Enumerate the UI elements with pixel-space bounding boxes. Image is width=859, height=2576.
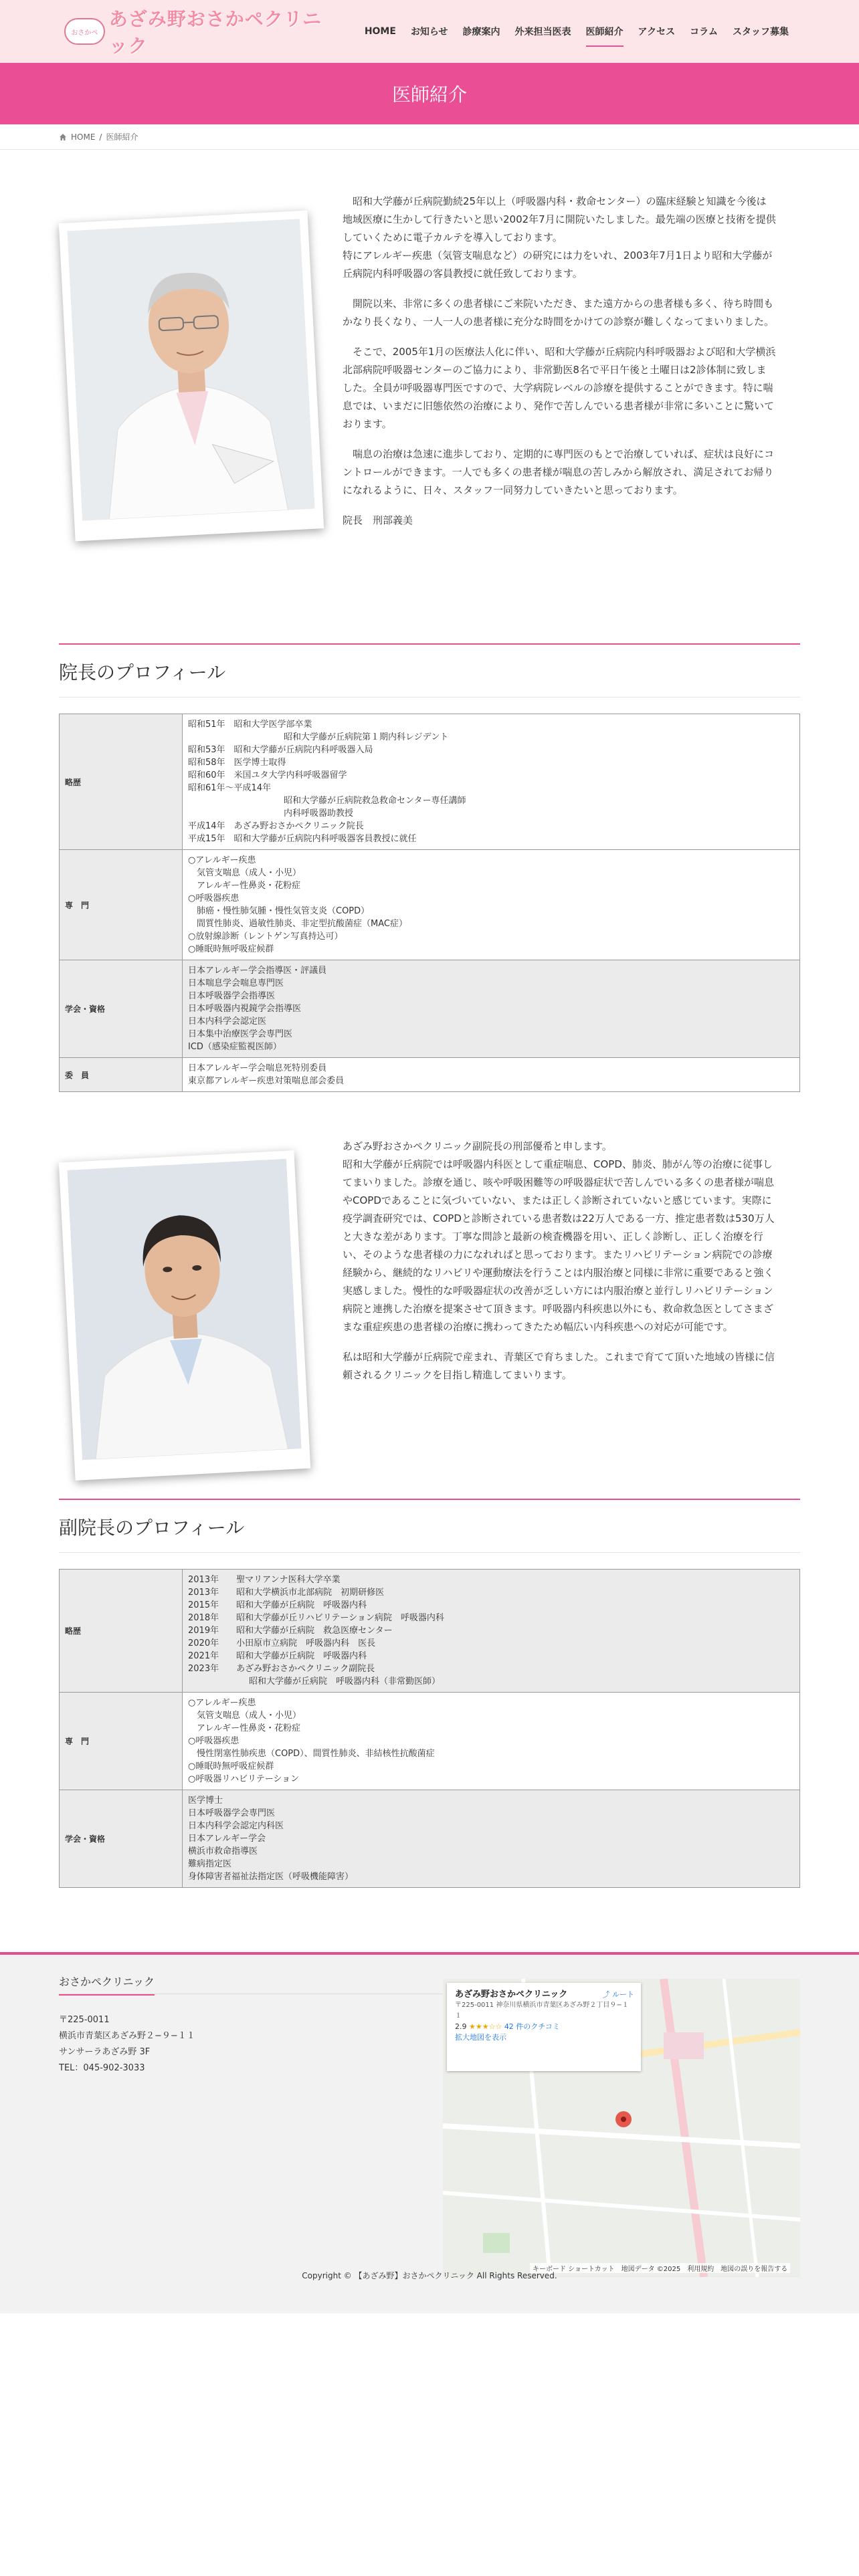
row-value: 日本アレルギー学会指導医・評議員 日本喘息学会喘息専門医 日本呼吸器学会指導医 日本呼吸器内視鏡学会指導医 日本内科学会認定医 日本集中治療医学会専門医 ICD（感染症監視医師） xyxy=(183,960,800,1058)
row-label: 学会・資格 xyxy=(60,1790,183,1888)
director-paragraph: 昭和大学藤が丘病院勤続25年以上（呼吸器内科・救命センター）の臨床経験と知識を今後は地域医療に生かして行きたいと思い2002年7月に開院いたしました。最先端の医療と技術を提供していくために電子カルテを導入しております。 特にアレルギー疾患（気管支喘息など）の研究には力をいれ、2003年7月1日より昭和大学藤が丘病院内科呼吸器の客員教授に就任致しております。 xyxy=(343,195,776,280)
google-map[interactable] xyxy=(443,1979,800,2277)
breadcrumb-separator: / xyxy=(99,132,102,142)
route-icon: ⤴ xyxy=(602,1990,610,1999)
map-stars: ★★★☆☆ xyxy=(469,2022,502,2031)
table-row xyxy=(60,1790,800,1888)
row-label: 略歴 xyxy=(60,1570,183,1693)
footer-address-line: 横浜市青葉区あざみ野２−９−１１ xyxy=(59,2031,195,2041)
nav-column[interactable]: コラム xyxy=(690,27,718,37)
row-value: ○アレルギー疾患 気管支喘息（成人・小児） アレルギー性鼻炎・花粉症 ○呼吸器疾患 肺癌・慢性肺気腫・慢性気管支炎（COPD） 間質性肺炎、過敏性肺炎、非定型抗酸菌症（MAC症） ○放射線診断（レントゲン写真持込可） ○睡眠時無呼吸症候群 xyxy=(183,850,800,960)
map-address: 〒225-0011 神奈川県横浜市青葉区あざみ野２丁目９−１１ xyxy=(455,2002,629,2020)
table-row xyxy=(60,850,800,960)
map-rating: 2.9 xyxy=(455,2022,467,2031)
director-profile-heading: 院長のプロフィール xyxy=(59,658,800,697)
table-row xyxy=(60,1693,800,1790)
table-row xyxy=(60,960,800,1058)
page-title: 医師紹介 xyxy=(391,84,467,106)
row-label: 専 門 xyxy=(60,850,183,960)
map-enlarge-link[interactable]: 拡大地図を表示 xyxy=(455,2033,506,2042)
map-reviews-link[interactable]: 42 件のクチコミ xyxy=(504,2022,560,2031)
vice-director-profile-section xyxy=(59,1499,800,1553)
director-paragraph: そこで、2005年1月の医療法人化に伴い、昭和大学藤が丘病院内科呼吸器および昭和大学横浜北部病院呼吸器センターのご協力により、非常勤医8名で平日午後と土曜日は2診体制に致しました。全員が呼吸器専門医ですので、大学病院レベルの診療を提供することができます。特に喘息では、いまだに旧態依然の治療により、発作で苦しんでいる患者様が非常に多いことに驚いております。 xyxy=(343,346,776,430)
logo[interactable] xyxy=(64,5,325,58)
director-photo xyxy=(67,219,314,521)
director-message xyxy=(343,193,776,542)
map-footer-links[interactable]: キーボード ショートカット 地図データ ©2025 利用規約 地図の誤りを報告する xyxy=(530,2263,790,2273)
row-value: 昭和51年 昭和大学医学部卒業 昭和大学藤が丘病院第１期内科レジデント 昭和53年 昭和大学藤が丘病院内科呼吸器入局 昭和58年 医学博士取得 昭和60年 米国ユタ大学内科呼吸器留学 昭和61年〜平成14年 昭和大学藤が丘病院救急救命センター専任講師 内科呼吸器助教授 平成14年 あざみ野おさかペクリニック院長 平成15年 昭和大学藤が丘病院内科呼吸器客員教授に就任 xyxy=(183,714,800,850)
breadcrumb xyxy=(0,124,859,150)
nav-outpatient-schedule[interactable]: 外来担当医表 xyxy=(514,27,571,37)
page-title-band xyxy=(0,63,859,124)
footer-address xyxy=(59,2012,195,2076)
table-row xyxy=(60,714,800,850)
logo-badge: おさかペ xyxy=(64,18,105,45)
row-value: 医学博士 日本呼吸器学会専門医 日本内科学会認定内科医 日本アレルギー学会 横浜市救命指導医 難病指定医 身体障害者福祉法指定医（呼吸機能障害） xyxy=(183,1790,800,1888)
vice-director-paragraph: 私は昭和大学藤が丘病院で産まれ、青葉区で育ちました。これまで育てて頂いた地域の皆様に信頼されるクリニックを目指し精進してまいります。 xyxy=(343,1351,775,1381)
director-paragraph: 喘息の治療は急速に進歩しており、定期的に専門医のもとで治療していれば、症状は良好にコントロールができます。一人でも多くの患者様が喘息の苦しみから解放され、満足されてお帰りになれるように、日々、スタッフ一同努力していきたいと思っております。 xyxy=(343,448,775,496)
copyright: Copyright © 【あざみ野】おさかペクリニック All Rights Reserved. xyxy=(302,2271,557,2280)
row-value: 日本アレルギー学会喘息死特別委員 東京都アレルギー疾患対策喘息部会委員 xyxy=(183,1058,800,1092)
nav-access[interactable]: アクセス xyxy=(638,27,676,37)
row-label: 委 員 xyxy=(60,1058,183,1092)
main-nav xyxy=(357,0,796,63)
breadcrumb-home[interactable]: HOME xyxy=(71,132,96,142)
director-paragraph: 開院以来、非常に多くの患者様にご来院いただき、また遠方からの患者様も多く、待ち時間もかなり長くなり、一人一人の患者様に充分な時間をかけての診察が難しくなってまいりました。 xyxy=(343,298,775,328)
row-label: 学会・資格 xyxy=(60,960,183,1058)
map-clinic-name: あざみ野おさかペクリニック xyxy=(455,1990,568,2000)
vice-director-intro xyxy=(59,1138,800,1499)
director-profile-table xyxy=(59,714,800,1092)
breadcrumb-current: 医師紹介 xyxy=(106,132,138,142)
nav-medical-info[interactable]: 診療案内 xyxy=(462,27,500,37)
home-icon xyxy=(59,133,67,141)
vice-director-photo xyxy=(67,1159,301,1461)
map-route-label: ルート xyxy=(612,1990,634,1999)
nav-home[interactable]: HOME xyxy=(364,26,396,37)
row-value: ○アレルギー疾患 気管支喘息（成人・小児） アレルギー性鼻炎・花粉症 ○呼吸器疾患 慢性閉塞性肺疾患（COPD）、間質性肺炎、非結核性抗酸菌症 ○睡眠時無呼吸症候群 ○呼吸器リハビリテーション xyxy=(183,1693,800,1790)
vice-director-paragraph: あざみ野おさかペクリニック副院長の刑部優希と申します。 昭和大学藤が丘病院では呼吸器内科医として重症喘息、COPD、肺炎、肺がん等の治療に従事してまいりました。診療を通じ、咳や呼吸困難等の呼吸器症状で苦しんでいる多くの患者様が喘息やCOPDであることに気づいていない、または正しく診断されていないと感じています。実際に疫学調査研究では、COPDと診断されている患者数は22万人である一方、推定患者数は530万人と大きな差があります。丁寧な問診と最新の検査機器を用い、正しく診断し、正しく治療を行い、そのような患者様の力になれればと思っております。またリハビリテーション病院での診療経験から、継続的なリハビリや運動療法を行うことは内服治療と同様に非常に重要であると強く実感しました。慢性的な呼吸器症状の改善が乏しい方には内服治療と並行しリハビリテーション病院と連携した治療を提案させて頂きます。呼吸器内科疾患以外にも、救命救急医としてさまざまな重症疾患の患者様の治療に携わってきたため幅広い内科疾患への対応が可能です。 xyxy=(343,1140,775,1333)
logo-text: あざみ野おさかペクリニック xyxy=(108,8,322,57)
footer-address-line: サンサーラあざみ野 3F xyxy=(59,2047,151,2057)
site-header xyxy=(0,0,859,63)
vice-director-photo-frame xyxy=(59,1150,310,1481)
nav-doctors[interactable]: 医師紹介 xyxy=(579,0,631,63)
footer-address-line: 〒225-0011 xyxy=(59,2015,110,2025)
director-intro xyxy=(59,179,800,643)
map-route-link[interactable] xyxy=(603,1990,635,2000)
map-info-card xyxy=(447,1983,641,2071)
footer-clinic-name: おさかペクリニック xyxy=(59,1973,155,1996)
row-value: 2013年 聖マリアンナ医科大学卒業 2013年 昭和大学横浜市北部病院 初期研修医 2015年 昭和大学藤が丘病院 呼吸器内科 2018年 昭和大学藤が丘リハビリテーション病院 呼吸器内科 2019年 昭和大学藤が丘病院 救急医療センター 2020年 小田原市立病院 呼吸器内科 医長 2021年 昭和大学藤が丘病院 呼吸器内科 2023年 あざみ野おさかペクリニック副院長 昭和大学藤が丘病院 呼吸器内科（非常勤医師） xyxy=(183,1570,800,1693)
vice-director-message xyxy=(343,1138,776,1396)
director-profile-section xyxy=(59,643,800,697)
vice-director-profile-heading: 副院長のプロフィール xyxy=(59,1513,800,1553)
row-label: 略歴 xyxy=(60,714,183,850)
nav-news[interactable]: お知らせ xyxy=(410,27,448,37)
site-footer xyxy=(0,1952,859,2313)
director-signature: 院長 刑部義美 xyxy=(343,514,413,526)
nav-recruit[interactable]: スタッフ募集 xyxy=(733,27,789,37)
table-row xyxy=(60,1570,800,1693)
vice-director-profile-table xyxy=(59,1569,800,1888)
row-label: 専 門 xyxy=(60,1693,183,1790)
footer-phone[interactable]: TEL：045-902-3033 xyxy=(59,2063,145,2073)
director-photo-frame xyxy=(59,211,324,542)
table-row xyxy=(60,1058,800,1092)
